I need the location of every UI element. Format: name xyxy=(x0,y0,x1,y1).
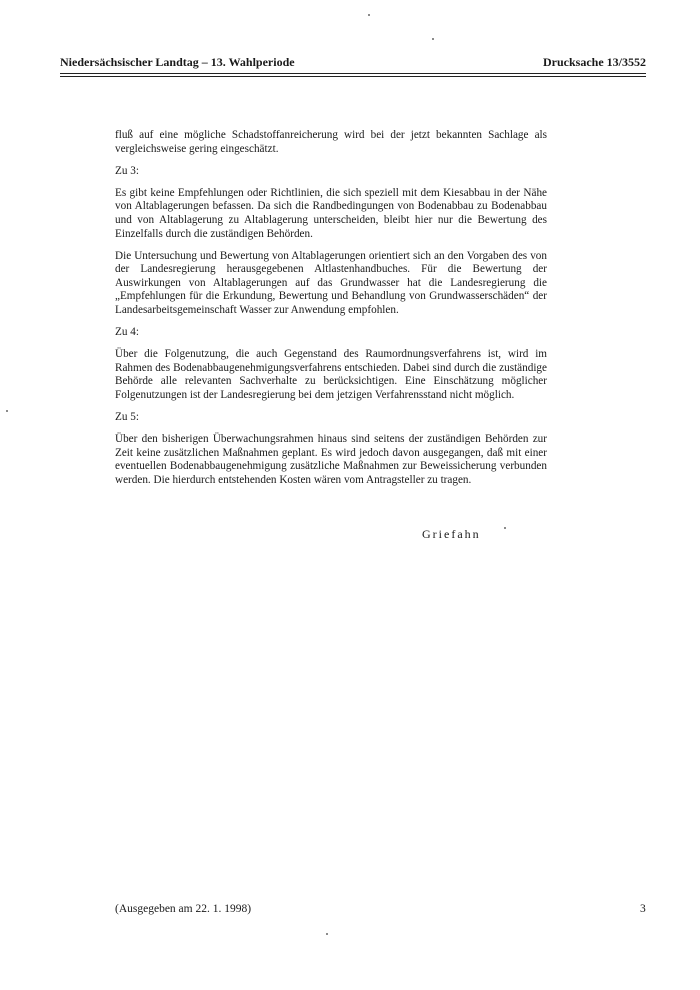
section-heading-3: Zu 3: xyxy=(115,164,139,177)
header-rule-bottom xyxy=(60,76,646,77)
scan-speck xyxy=(326,933,328,935)
paragraph-answer-5: Über den bisherigen Überwachungsrahmen hinaus sind seitens der zuständigen Behörden zur Zeit keine zusätzlichen Maßnahmen geplant. Es wird jedoch davon ausgegangen, daß mit einer eventuellen Bodenabbaugenehmigung zusätzliche Maßnahmen zur Beweissicherung verbunden werden. Die hierdurch entstehenden Kosten wären vom Antragsteller zu tragen. xyxy=(115,433,547,486)
scan-speck xyxy=(504,527,506,529)
document-body xyxy=(115,129,547,496)
section-heading-5: Zu 5: xyxy=(115,411,139,424)
page-number: 3 xyxy=(640,903,646,915)
scan-speck xyxy=(432,38,434,40)
scan-speck xyxy=(6,410,8,412)
page-header xyxy=(60,55,646,70)
header-document-number: Drucksache 13/3552 xyxy=(543,55,646,69)
scan-speck xyxy=(368,14,370,16)
paragraph-answer-3b: Die Untersuchung und Bewertung von Altablagerungen orientiert sich an den Vorgaben des von der Landesregierung herausgegebenen Altlastenhandbuches. Für die Bewertung der Auswirkungen von Altablagerungen auf das Grundwasser hat die Landesregierung die „Empfehlungen für die Erkundung, Bewertung und Behandlung von Grundwasserschäden“ der Landesarbeitsgemeinschaft Wasser zur Anwendung empfohlen. xyxy=(115,249,547,317)
header-parliament-title: Niedersächsischer Landtag – 13. Wahlperiode xyxy=(60,55,295,69)
signature: Griefahn xyxy=(422,527,481,541)
issue-date: (Ausgegeben am 22. 1. 1998) xyxy=(115,903,252,915)
header-rule-top xyxy=(60,73,646,74)
paragraph-continuation: fluß auf eine mögliche Schadstoffanreicherung wird bei der jetzt bekannten Sachlage als vergleichsweise gering eingeschätzt. xyxy=(115,129,547,155)
paragraph-answer-4: Über die Folgenutzung, die auch Gegenstand des Raumordnungsverfahrens ist, wird im Rahmen des Bodenabbaugenehmigungsverfahrens entschieden. Dabei sind durch die zuständige Behörde alle relevanten Sachverhalte zu berücksichtigen. Eine Einschätzung möglicher Folgenutzungen ist der Landesregierung bei dem jetzigen Verfahrensstand nicht möglich. xyxy=(115,348,547,401)
paragraph-answer-3a: Es gibt keine Empfehlungen oder Richtlinien, die sich speziell mit dem Kiesabbau in der Nähe von Altablagerungen befassen. Da sich die Randbedingungen von Bodenabbau zu Bodenabbau und von Altablagerung zu Altablagerung unterscheiden, bleibt hier nur die Bewertung des Einzelfalls durch die zuständigen Behörden. xyxy=(115,186,547,240)
section-heading-4: Zu 4: xyxy=(115,326,139,339)
